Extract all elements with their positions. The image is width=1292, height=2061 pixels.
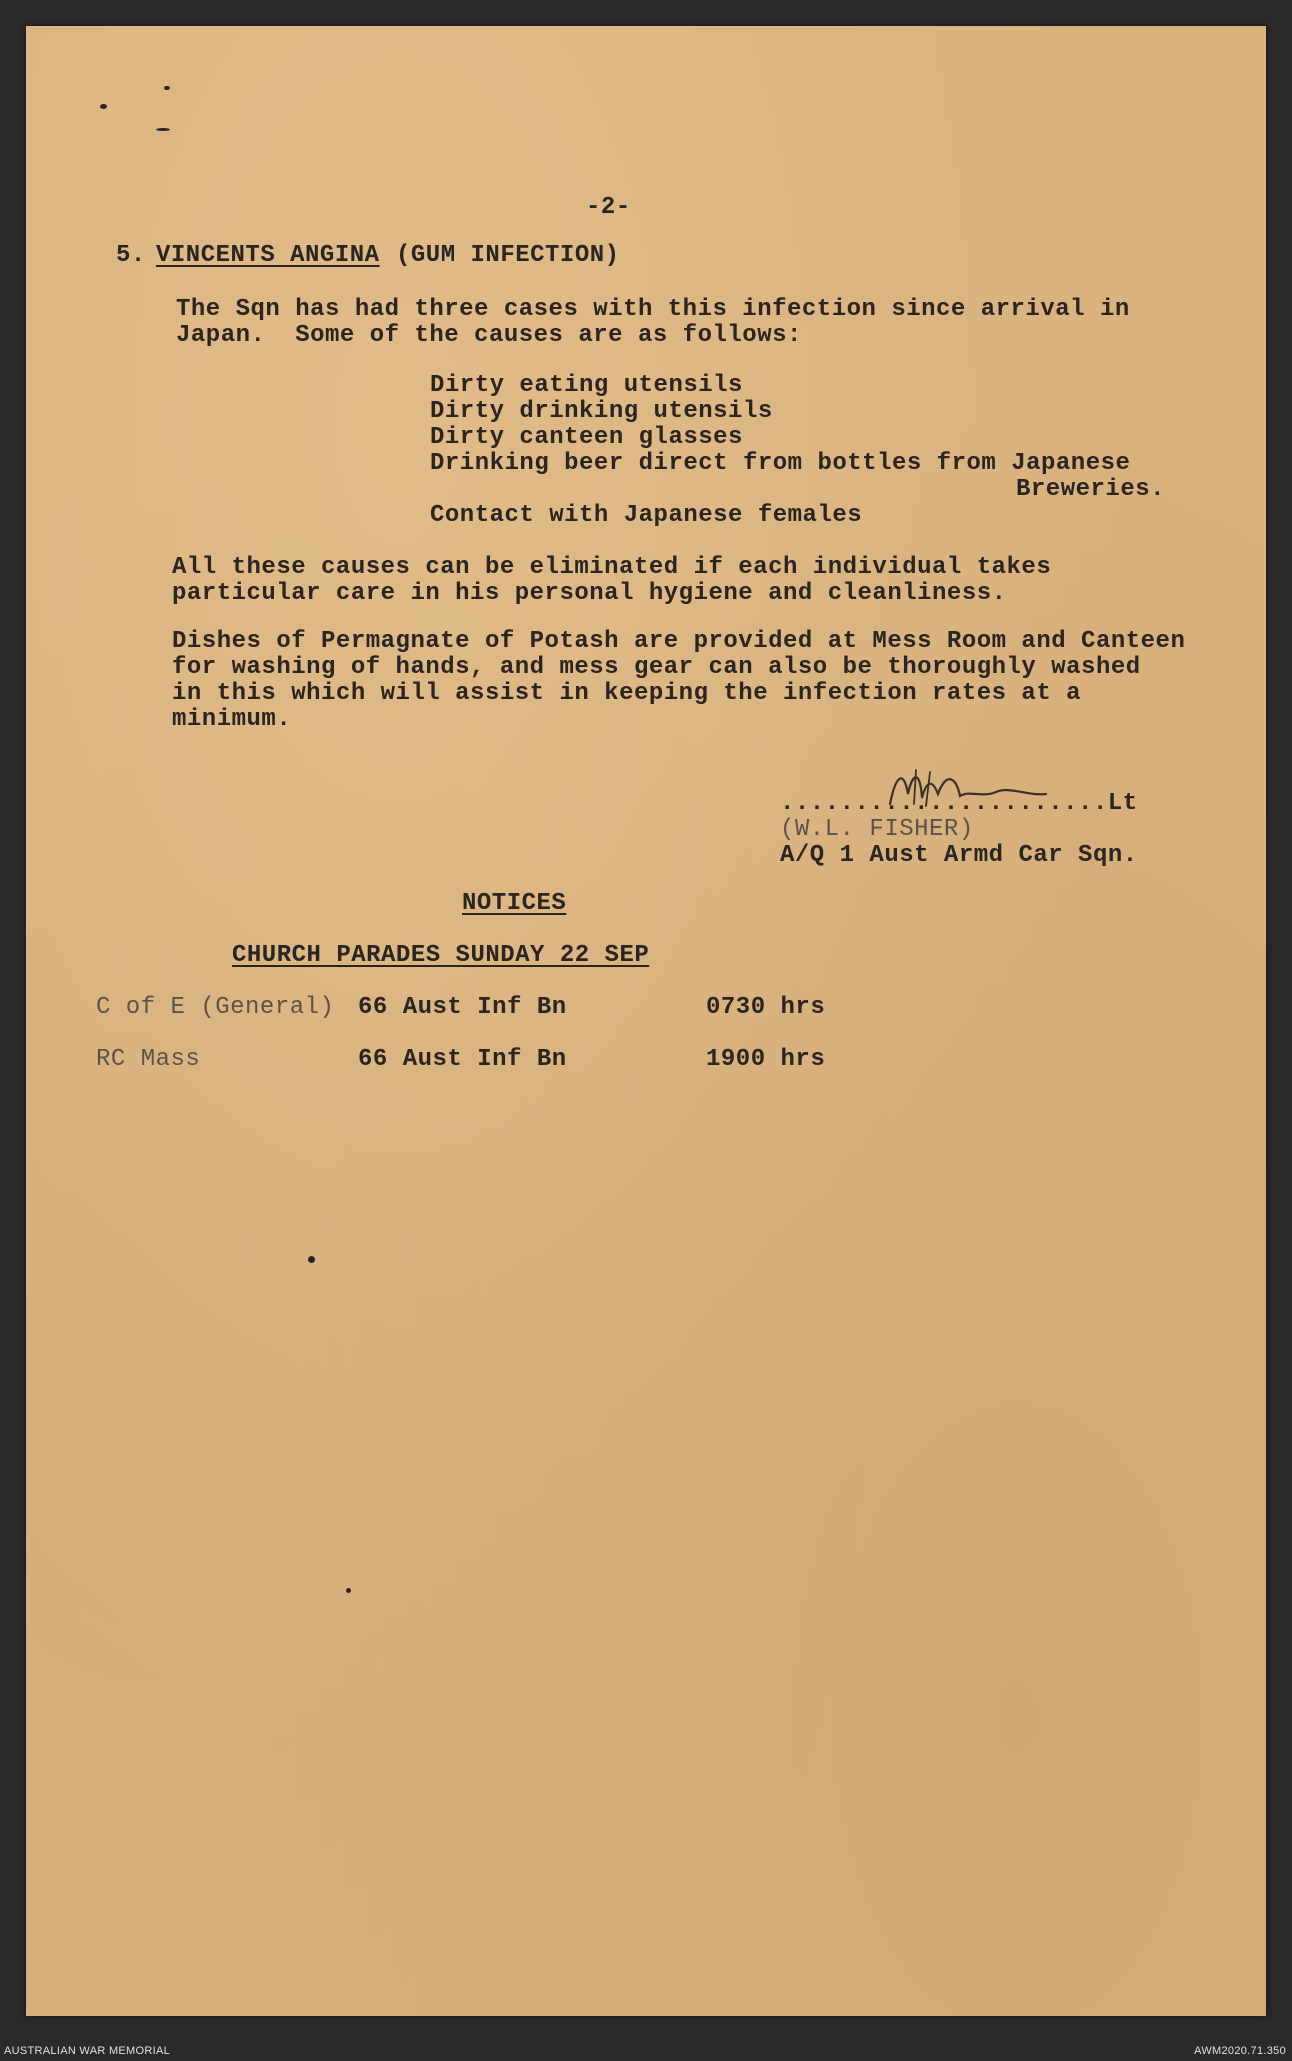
- intro-line-2: Japan. Some of the causes are as follows:: [176, 322, 802, 349]
- notice-unit: 66 Aust Inf Bn: [358, 1046, 567, 1073]
- notice-unit: 66 Aust Inf Bn: [358, 994, 567, 1021]
- paragraph-3-line-2: for washing of hands, and mess gear can also be thoroughly washed: [172, 654, 1141, 681]
- section-title: VINCENTS ANGINA: [156, 242, 380, 269]
- cause-item: Drinking beer direct from bottles from Japanese: [430, 450, 1131, 477]
- footer-credit: AUSTRALIAN WAR MEMORIAL: [4, 2045, 171, 2057]
- church-parades-heading: CHURCH PARADES SUNDAY 22 SEP: [232, 942, 650, 969]
- paragraph-2-line-1: All these causes can be eliminated if each individual takes: [172, 554, 1052, 581]
- notices-heading: NOTICES: [462, 890, 567, 917]
- footer-accession: AWM2020.71.350: [1194, 2045, 1286, 2057]
- cause-item: Dirty drinking utensils: [430, 398, 773, 425]
- section-subtitle: (GUM INFECTION): [396, 242, 620, 269]
- notice-service: C of E (General): [96, 994, 335, 1021]
- paragraph-3-line-1: Dishes of Permagnate of Potash are provided at Mess Room and Canteen: [172, 628, 1186, 655]
- signatory-title: A/Q 1 Aust Armd Car Sqn.: [780, 842, 1138, 869]
- page-number: -2-: [586, 194, 631, 221]
- signatory-name: (W.L. FISHER): [780, 816, 974, 843]
- paragraph-3-line-4: minimum.: [172, 706, 292, 733]
- intro-line-1: The Sqn has had three cases with this infection since arrival in: [176, 296, 1130, 323]
- cause-item: Dirty canteen glasses: [430, 424, 743, 451]
- cause-item: Dirty eating utensils: [430, 372, 743, 399]
- notice-time: 1900 hrs: [706, 1046, 826, 1073]
- paragraph-2-line-2: particular care in his personal hygiene and cleanliness.: [172, 580, 1007, 607]
- ink-speck: [308, 1256, 315, 1263]
- ink-speck: [346, 1588, 351, 1593]
- section-number: 5.: [116, 242, 146, 269]
- ink-speck: [164, 86, 170, 90]
- ink-speck: [100, 104, 107, 109]
- cause-item: Contact with Japanese females: [430, 502, 863, 529]
- ink-speck: [156, 128, 170, 131]
- paragraph-3-line-3: in this which will assist in keeping the infection rates at a: [172, 680, 1082, 707]
- signature-line: ......................Lt: [780, 790, 1138, 817]
- notice-service: RC Mass: [96, 1046, 201, 1073]
- cause-item-continuation: Breweries.: [1016, 476, 1166, 503]
- document-page: [26, 26, 1266, 2016]
- notice-time: 0730 hrs: [706, 994, 826, 1021]
